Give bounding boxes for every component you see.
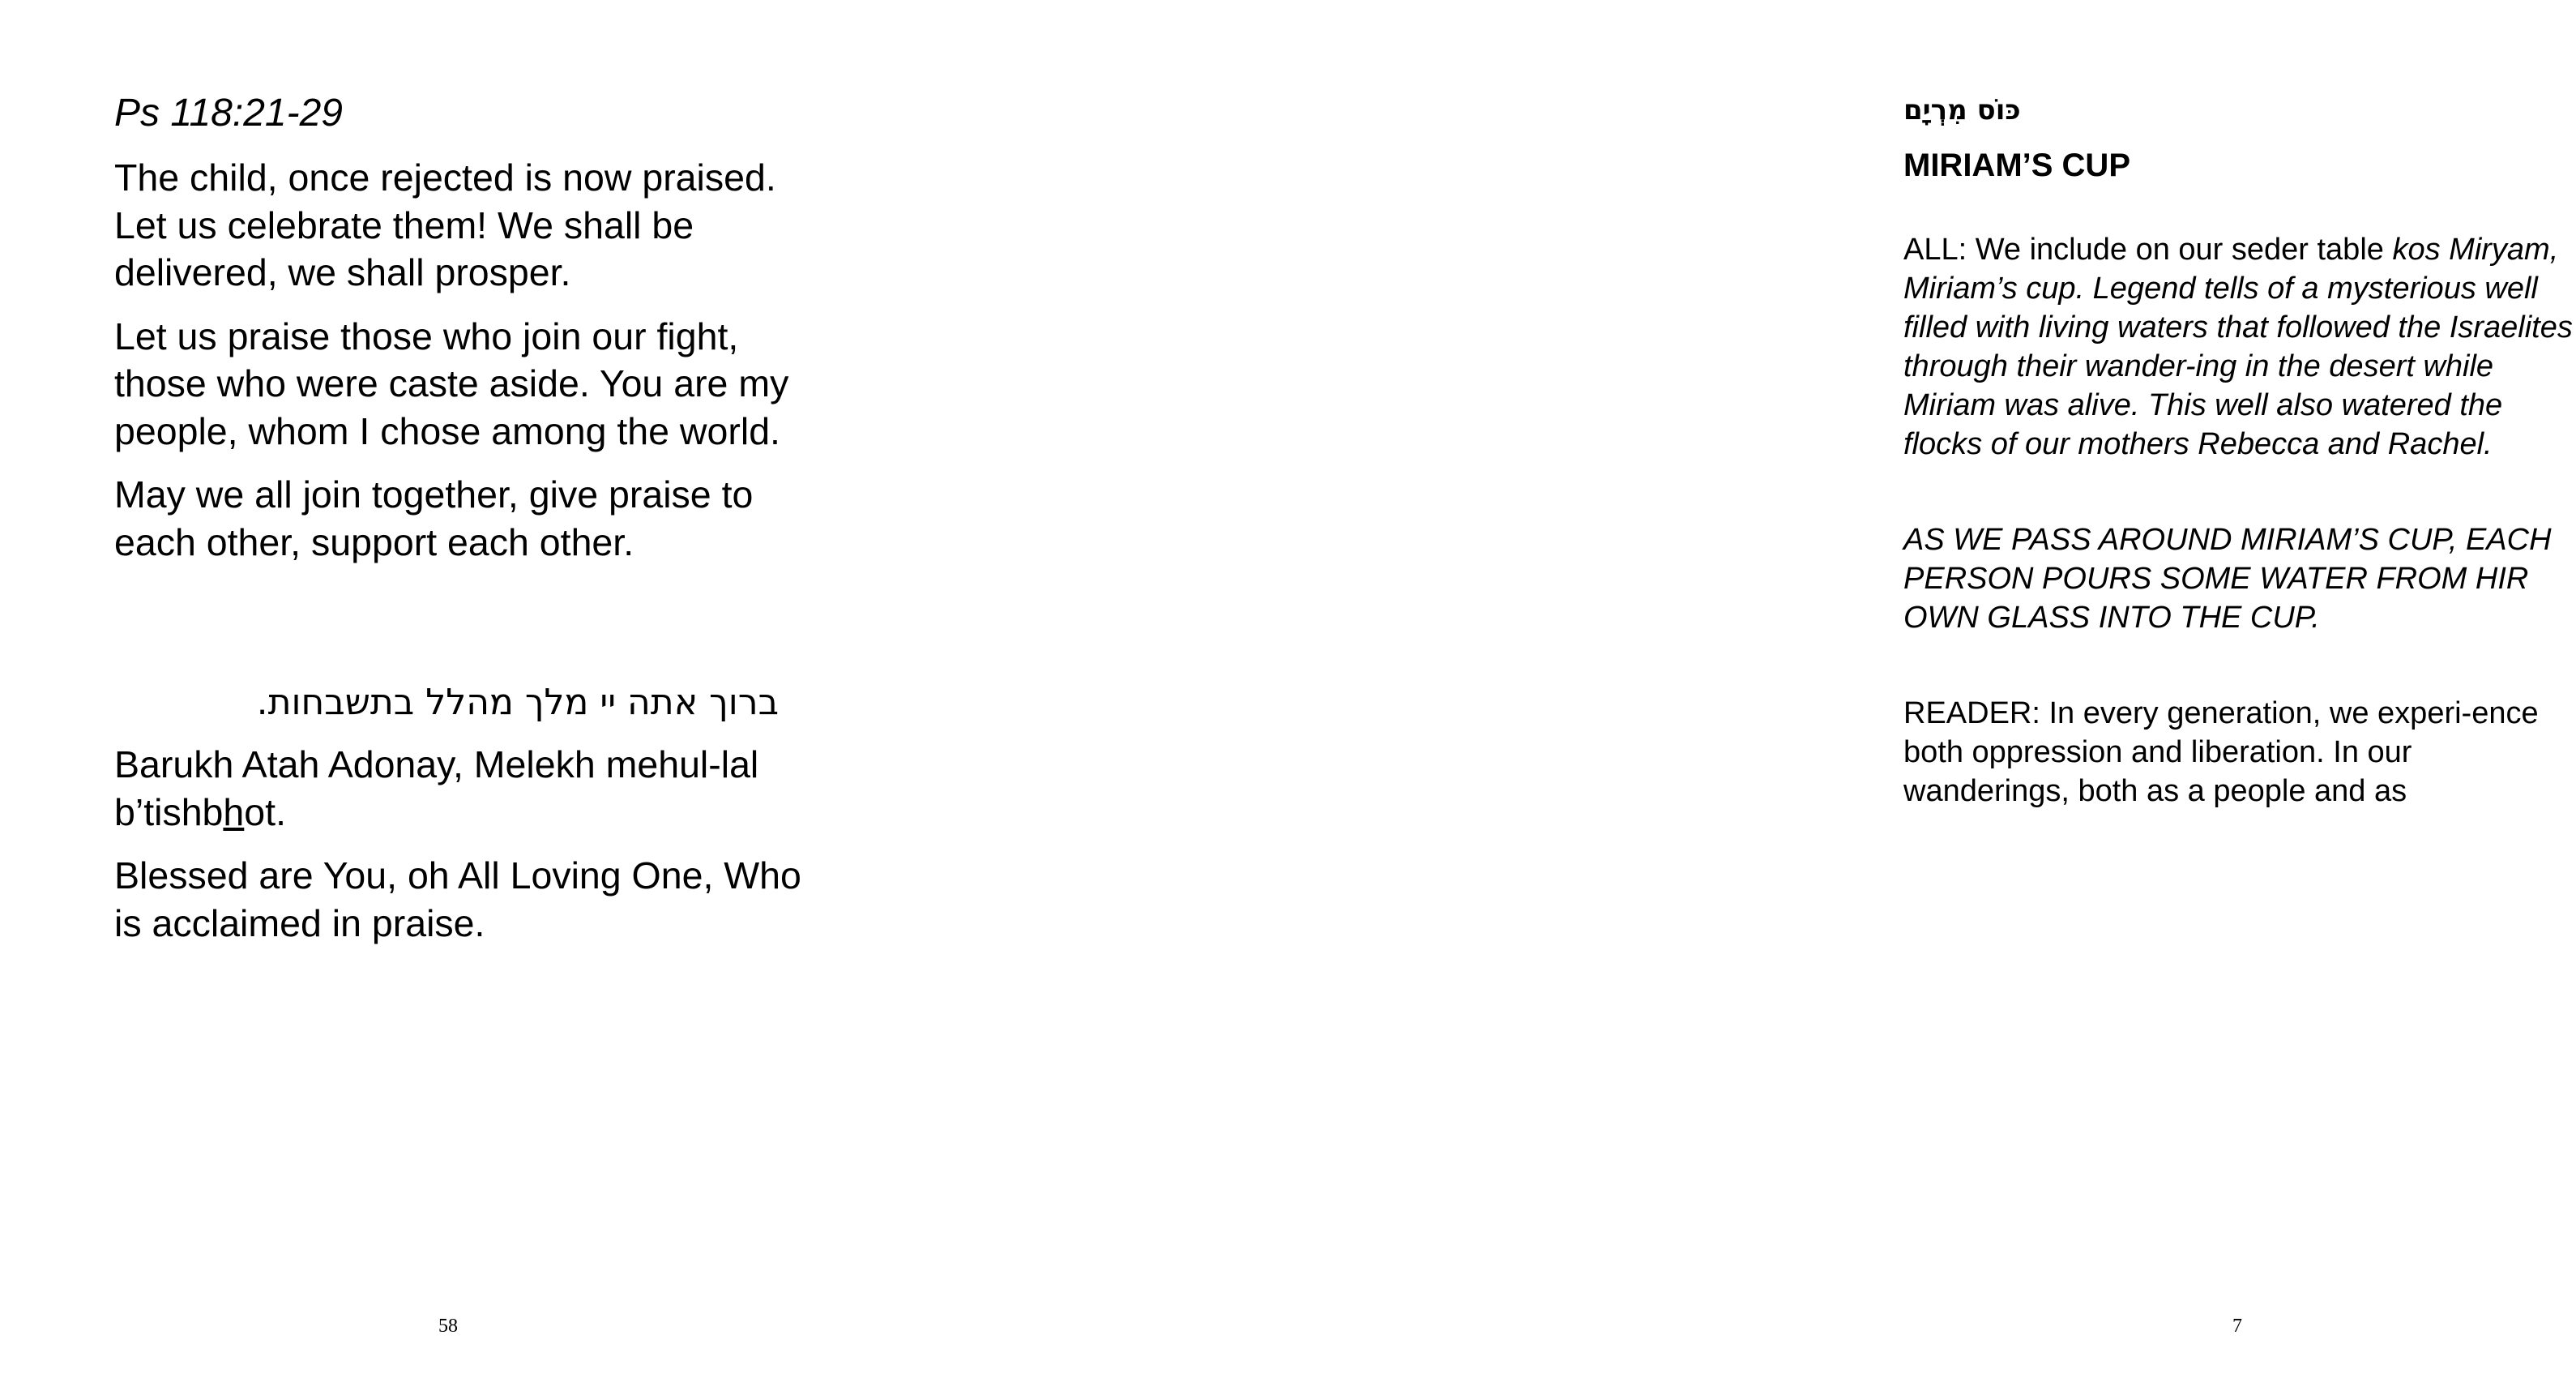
right-page (891, 0, 2573, 1378)
psalm-reference: Ps 118:21-29 (114, 92, 343, 135)
spacer (114, 582, 811, 679)
transliteration-end: ot. (244, 790, 286, 833)
transliteration-underlined-letter: h (223, 790, 245, 833)
left-page (0, 0, 891, 1378)
all-paragraph (1903, 230, 2576, 464)
page-number-right: 7 (2232, 1316, 2242, 1337)
left-page-content (114, 91, 811, 963)
all-paragraph-lead: ALL: We include on our seder table (1903, 233, 2393, 267)
paragraph-praise: The child, once rejected is now praised. Let us celebrate them! We shall be delivered, we shall prosper. (114, 156, 776, 293)
transliteration-start: Barukh Atah Adonay, Melekh mehul-lal b’tishb (114, 743, 759, 833)
blessing-translation: Blessed are You, oh All Loving One, Who is acclaimed in praise. (114, 854, 801, 944)
hebrew-section-title: כּוֹס מִרְיָם (1903, 94, 2021, 126)
paragraph-join-fight: Let us praise those who join our fight, those who were caste aside. You are my people, whom I chose among the world. (114, 315, 789, 452)
right-page-content (1903, 91, 2576, 867)
hebrew-blessing: ברוך אתה יי מלך מהלל בתשבחות. (256, 682, 779, 723)
instruction-paragraph: AS WE PASS AROUND MIRIAM’S CUP, EACH PERSON POURS SOME WATER FROM HIR OWN GLASS INTO THE CUP. (1903, 523, 2552, 635)
paragraph-join-together: May we all join together, give praise to each other, support each other. (114, 473, 754, 563)
reader-paragraph: READER: In every generation, we experi-ence both oppression and liberation. In our wanderings, both as a people and as (1903, 696, 2539, 808)
blessing-transliteration (114, 741, 811, 836)
page-number-left: 58 (438, 1316, 458, 1337)
section-title: MIRIAM’S CUP (1903, 148, 2130, 183)
all-paragraph-italic: kos Miryam, Miriam’s cup. Legend tells of a mysterious well filled with living waters that followed the Israelites through their wander-ing in the desert while Miriam was alive. This well also watered the flocks of our mothers Rebecca and Rachel. (1903, 233, 2573, 461)
